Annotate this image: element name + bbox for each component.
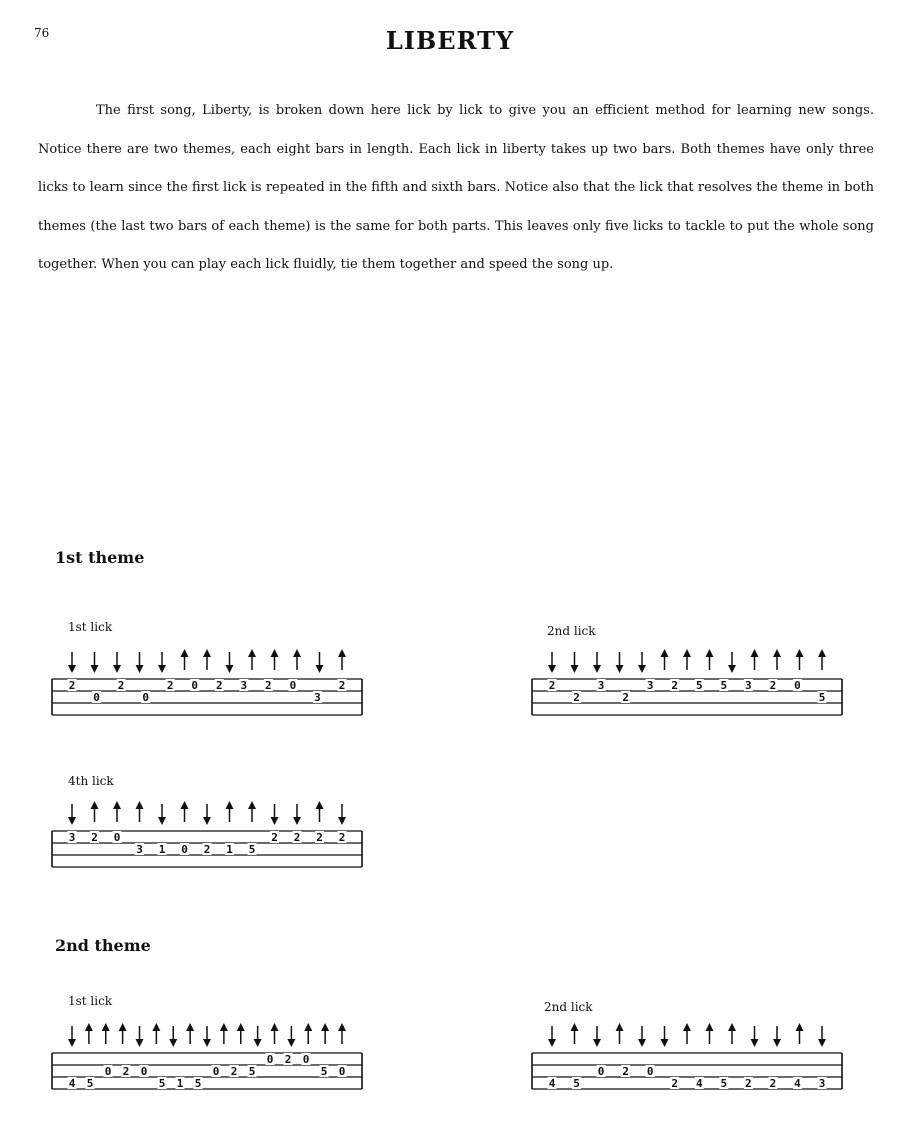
tab-fret-number: 3: [745, 679, 752, 692]
arrow-up-icon: [683, 649, 691, 670]
page-title: LIBERTY: [385, 26, 515, 55]
tab-fret-number: 0: [181, 843, 188, 856]
tab-fret-number: 5: [720, 679, 728, 692]
tab-fret-number: 0: [212, 1065, 220, 1078]
arrow-up-icon: [304, 1023, 312, 1044]
arrow-up-icon: [136, 801, 144, 822]
arrow-up-icon: [220, 1023, 228, 1044]
arrow-up-icon: [186, 1023, 194, 1044]
lick-label-theme1-lick1: 1st lick: [68, 620, 113, 634]
arrow-up-icon: [796, 649, 804, 670]
tab-fret-number: 0: [93, 691, 100, 704]
tab-fret-number: 2: [166, 679, 174, 692]
tab-fret-number: 3: [68, 831, 76, 844]
arrow-down-icon: [638, 652, 646, 673]
tab-fret-number: 2: [622, 691, 629, 704]
theme-heading-1: 1st theme: [55, 548, 145, 567]
tab-fret-number: 1: [176, 1077, 184, 1090]
arrow-up-icon: [316, 801, 324, 822]
arrow-down-icon: [136, 1026, 144, 1047]
tab-fret-number: 0: [140, 1065, 148, 1078]
tab-fret-number: 2: [671, 1077, 679, 1090]
arrow-up-icon: [181, 801, 189, 822]
arrow-down-icon: [616, 652, 624, 673]
arrow-down-icon: [158, 804, 166, 825]
tab-fret-number: 2: [548, 679, 556, 692]
tab-svg: [532, 646, 842, 726]
tab-fret-number: 3: [818, 1077, 826, 1090]
tab-svg: [52, 1020, 362, 1100]
arrow-up-icon: [728, 1023, 736, 1044]
arrow-up-icon: [796, 1023, 804, 1044]
arrow-down-icon: [113, 652, 121, 673]
tab-svg: [52, 646, 362, 726]
tab-fret-number: 5: [86, 1077, 94, 1090]
tab-fret-number: 2: [671, 679, 679, 692]
tab-fret-number: 0: [142, 691, 149, 704]
tab-fret-number: 0: [646, 1065, 654, 1078]
tab-block-theme2-lick2: [532, 1020, 842, 1100]
arrow-down-icon: [158, 652, 166, 673]
tab-fret-number: 4: [794, 1077, 801, 1090]
arrow-down-icon: [548, 1026, 556, 1047]
arrow-up-icon: [248, 801, 256, 822]
arrow-down-icon: [593, 652, 601, 673]
arrow-up-icon: [152, 1023, 160, 1044]
arrow-up-icon: [226, 801, 234, 822]
tab-fret-number: 2: [338, 679, 346, 692]
arrow-down-icon: [571, 652, 579, 673]
arrow-down-icon: [818, 1026, 826, 1047]
tab-fret-number: 0: [302, 1053, 310, 1066]
tab-fret-number: 2: [265, 679, 272, 692]
tab-fret-number: 0: [266, 1053, 274, 1066]
arrow-down-icon: [136, 652, 144, 673]
tab-fret-number: 5: [248, 843, 256, 856]
tab-fret-number: 2: [316, 831, 323, 844]
arrow-down-icon: [751, 1026, 759, 1047]
tab-fret-number: 2: [293, 831, 301, 844]
tab-fret-number: 4: [695, 1077, 703, 1090]
tab-block-theme1-lick1: [52, 646, 362, 726]
tab-fret-number: 5: [248, 1065, 256, 1078]
arrow-down-icon: [287, 1026, 295, 1047]
tab-fret-number: 3: [646, 679, 654, 692]
tab-fret-number: 5: [320, 1065, 328, 1078]
arrow-up-icon: [203, 649, 211, 670]
tab-fret-number: 2: [215, 679, 223, 692]
tab-fret-number: 0: [289, 679, 297, 692]
tab-svg: [52, 798, 362, 878]
tab-fret-number: 5: [720, 1077, 728, 1090]
arrow-down-icon: [203, 1026, 211, 1047]
tab-fret-number: 5: [573, 1077, 580, 1090]
lick-label-theme2-lick2: 2nd lick: [544, 1000, 593, 1014]
lick-label-theme2-lick1: 1st lick: [68, 994, 113, 1008]
arrow-up-icon: [271, 1023, 279, 1044]
tab-fret-number: 2: [573, 691, 580, 704]
tab-fret-number: 2: [769, 679, 777, 692]
arrow-up-icon: [818, 649, 826, 670]
arrow-down-icon: [68, 1026, 76, 1047]
arrow-down-icon: [68, 804, 76, 825]
tab-fret-number: 0: [338, 1065, 346, 1078]
arrow-up-icon: [338, 649, 346, 670]
tab-fret-number: 2: [68, 679, 76, 692]
arrow-up-icon: [706, 649, 714, 670]
arrow-down-icon: [271, 804, 279, 825]
arrow-up-icon: [321, 1023, 329, 1044]
arrow-up-icon: [248, 649, 256, 670]
arrow-down-icon: [293, 804, 301, 825]
tab-fret-number: 4: [548, 1077, 556, 1090]
arrow-down-icon: [68, 652, 76, 673]
arrow-up-icon: [181, 649, 189, 670]
tab-fret-number: 3: [597, 679, 605, 692]
theme-heading-2: 2nd theme: [55, 936, 151, 955]
tab-fret-number: 3: [240, 679, 248, 692]
lick-label-theme1-lick2: 2nd lick: [547, 624, 596, 638]
tab-fret-number: 0: [113, 831, 121, 844]
tab-fret-number: 5: [818, 691, 826, 704]
tab-fret-number: 2: [284, 1053, 292, 1066]
arrow-up-icon: [661, 649, 669, 670]
tab-fret-number: 2: [338, 831, 346, 844]
arrow-up-icon: [113, 801, 121, 822]
tab-svg: [532, 1020, 842, 1100]
tab-fret-number: 2: [203, 843, 211, 856]
tab-fret-number: 1: [226, 843, 233, 856]
arrow-up-icon: [293, 649, 301, 670]
page-number: 76: [34, 26, 50, 40]
arrow-down-icon: [338, 804, 346, 825]
tab-block-theme1-lick2: [532, 646, 842, 726]
arrow-up-icon: [706, 1023, 714, 1044]
tab-fret-number: 2: [230, 1065, 238, 1078]
arrow-down-icon: [548, 652, 556, 673]
lick-label-theme1-lick4: 4th lick: [68, 774, 114, 788]
tab-fret-number: 0: [794, 679, 801, 692]
arrow-up-icon: [237, 1023, 245, 1044]
arrow-down-icon: [728, 652, 736, 673]
arrow-up-icon: [102, 1023, 110, 1044]
arrow-up-icon: [91, 801, 99, 822]
arrow-down-icon: [661, 1026, 669, 1047]
arrow-up-icon: [271, 649, 279, 670]
arrow-down-icon: [773, 1026, 781, 1047]
arrow-down-icon: [316, 652, 324, 673]
arrow-down-icon: [169, 1026, 177, 1047]
tab-fret-number: 2: [117, 679, 125, 692]
tab-fret-number: 1: [158, 843, 166, 856]
arrow-up-icon: [119, 1023, 127, 1044]
tab-fret-number: 5: [695, 679, 703, 692]
arrow-down-icon: [593, 1026, 601, 1047]
arrow-up-icon: [616, 1023, 624, 1044]
arrow-down-icon: [638, 1026, 646, 1047]
arrow-up-icon: [683, 1023, 691, 1044]
arrow-up-icon: [571, 1023, 579, 1044]
tab-block-theme1-lick4: [52, 798, 362, 878]
tab-fret-number: 2: [122, 1065, 130, 1078]
tab-block-theme2-lick1: [52, 1020, 362, 1100]
tab-fret-number: 0: [191, 679, 199, 692]
arrow-down-icon: [226, 652, 234, 673]
arrow-up-icon: [773, 649, 781, 670]
arrow-down-icon: [203, 804, 211, 825]
arrow-up-icon: [751, 649, 759, 670]
arrow-up-icon: [85, 1023, 93, 1044]
tab-fret-number: 3: [314, 691, 321, 704]
tab-fret-number: 2: [745, 1077, 752, 1090]
arrow-down-icon: [254, 1026, 262, 1047]
arrow-up-icon: [338, 1023, 346, 1044]
tab-fret-number: 0: [597, 1065, 605, 1078]
intro-paragraph: The first song, Liberty, is broken down here lick by lick to give you an efficient method for learning new songs. Notice there are two themes, each eight bars in length. Each lick in liberty takes up two bars. Both themes have only three licks to learn since the first lick is repeated in the fifth and sixth bars. Notice also that the lick that resolves the theme in both themes (the last two bars of each theme) is the same for both parts. This leaves only five licks to tackle to put the whole song together. When you can play each lick fluidly, tie them together and speed the song up.: [38, 103, 874, 272]
tab-fret-number: 5: [158, 1077, 166, 1090]
tab-fret-number: 0: [104, 1065, 112, 1078]
tab-fret-number: 2: [622, 1065, 629, 1078]
tab-fret-number: 3: [136, 843, 143, 856]
arrow-down-icon: [91, 652, 99, 673]
tab-fret-number: 2: [769, 1077, 777, 1090]
tab-fret-number: 2: [91, 831, 98, 844]
tab-fret-number: 5: [194, 1077, 202, 1090]
tab-fret-number: 4: [68, 1077, 76, 1090]
tab-fret-number: 2: [271, 831, 278, 844]
